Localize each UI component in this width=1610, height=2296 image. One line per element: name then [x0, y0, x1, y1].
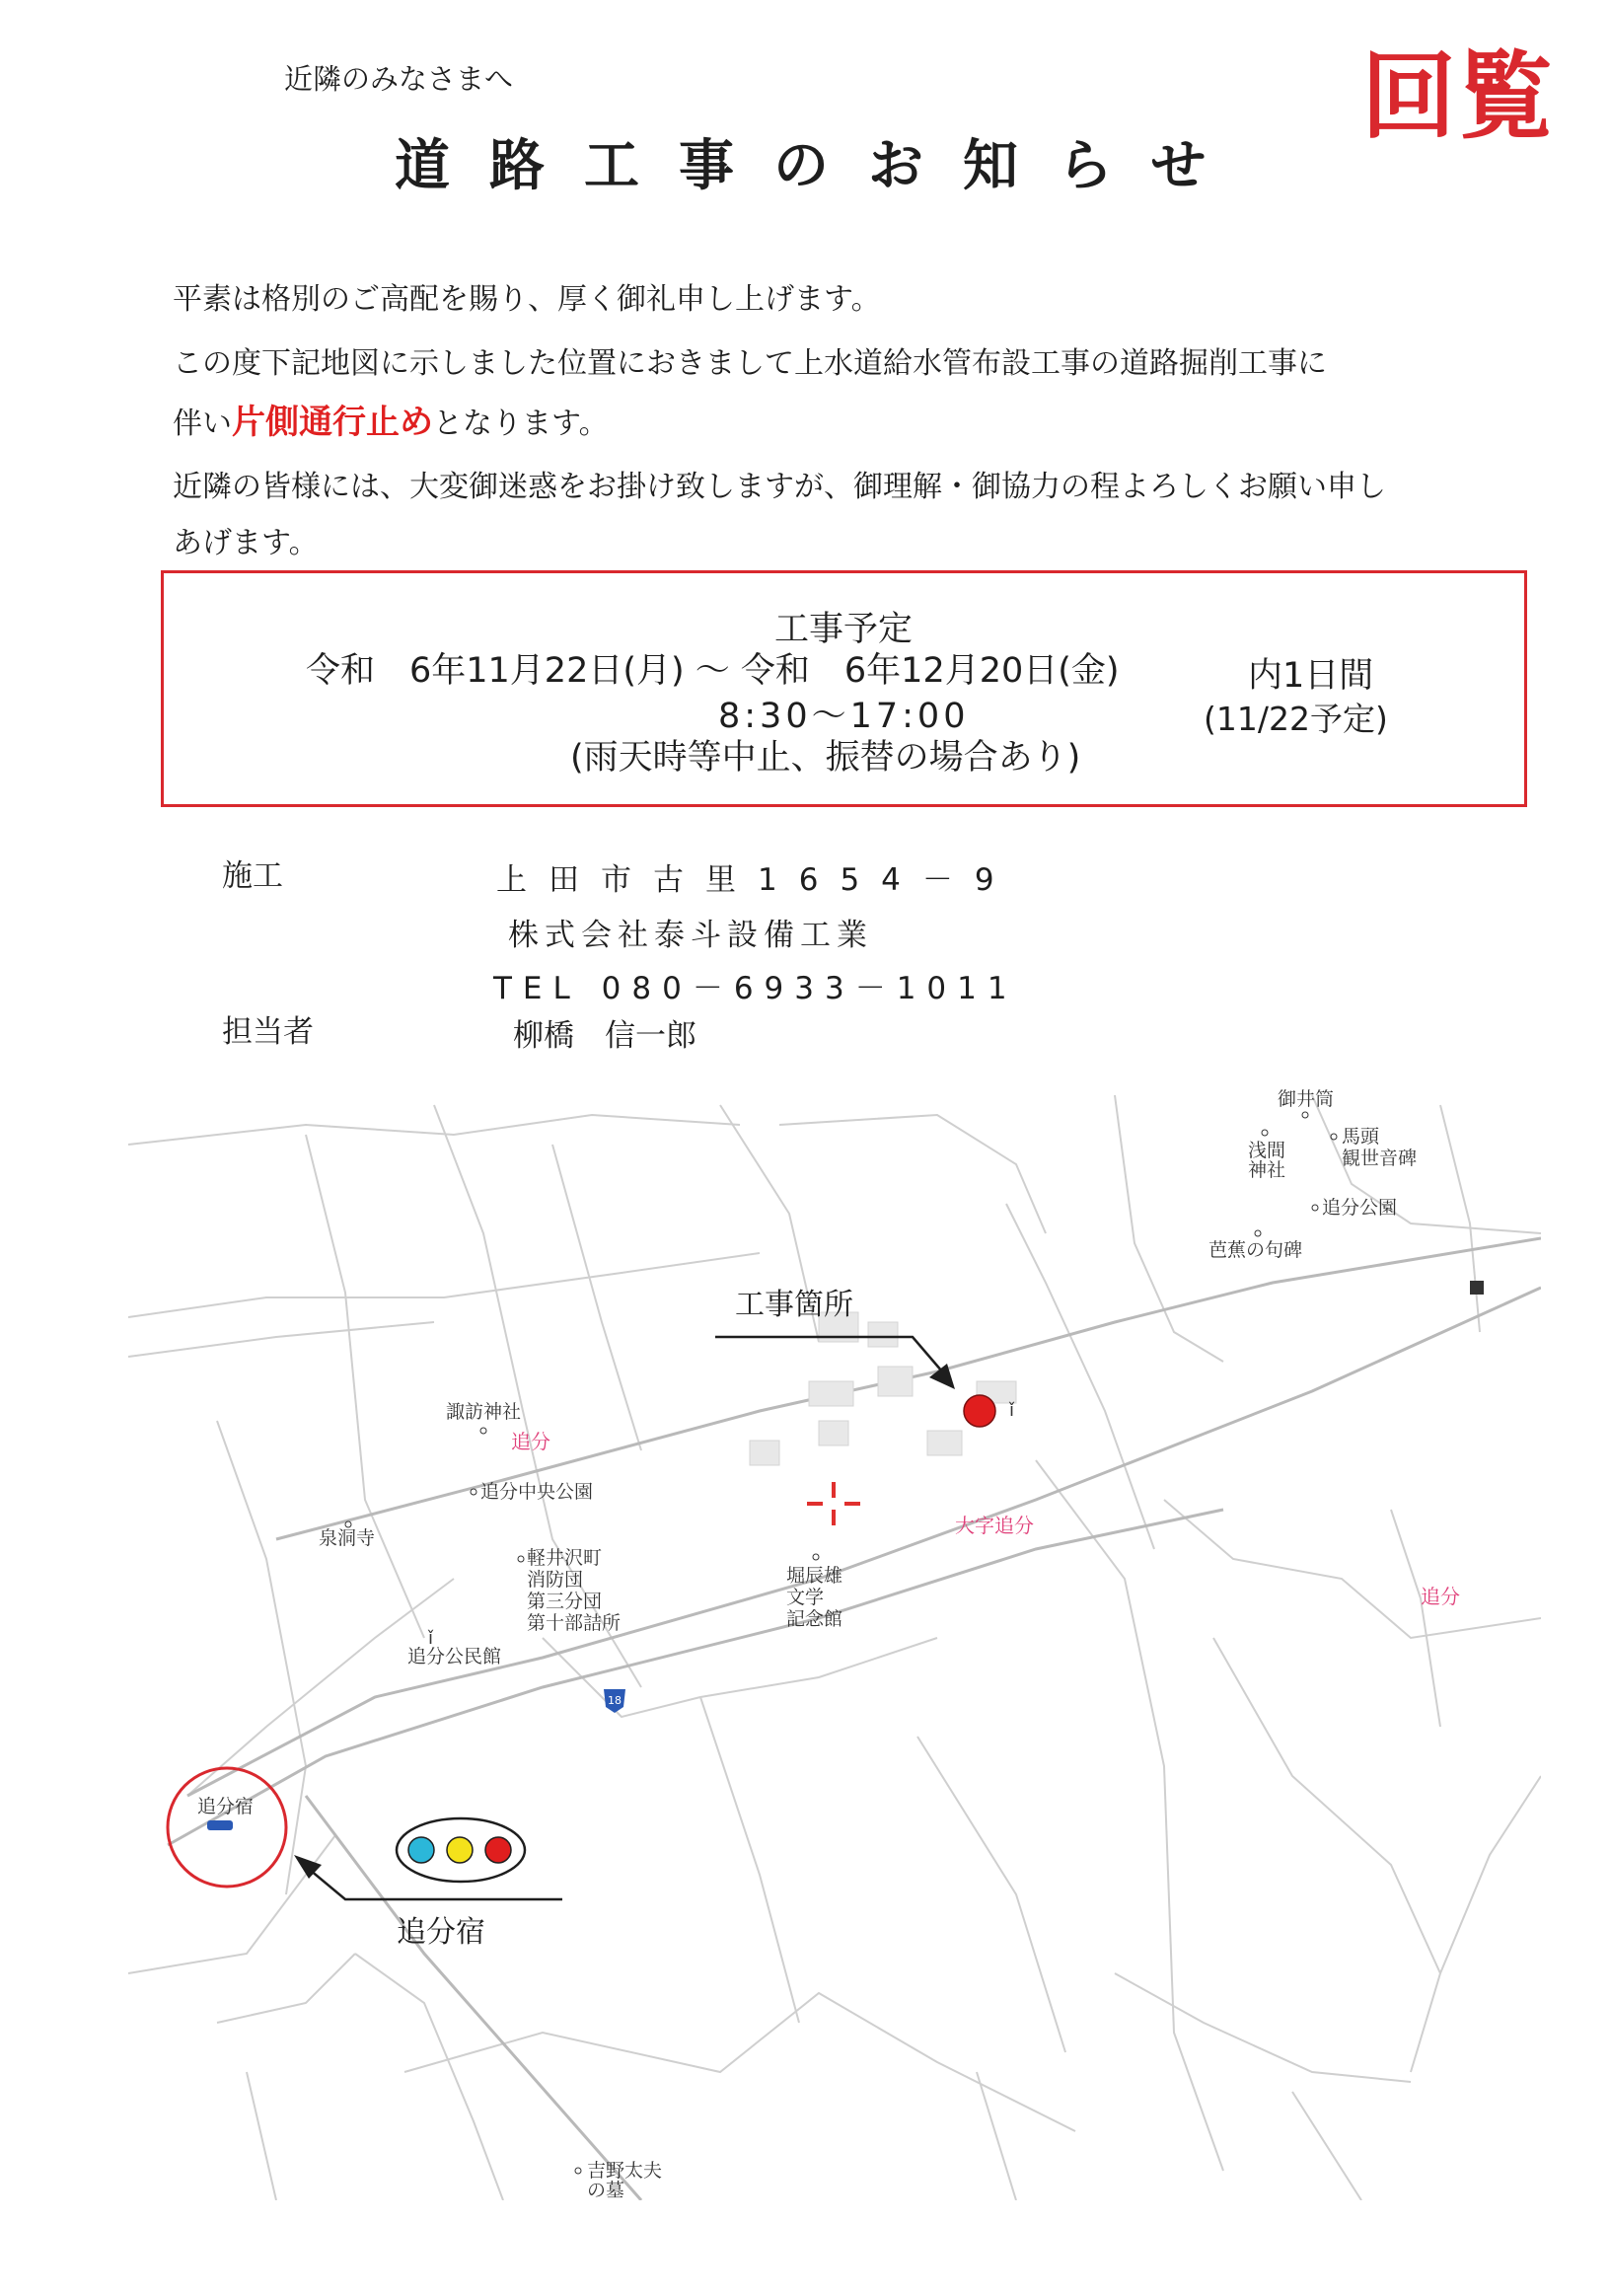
body-line-3-prefix: 伴い: [173, 407, 232, 441]
map-svg: [128, 1085, 1541, 2200]
person-label: 担当者: [222, 1014, 314, 1050]
svg-text:堀辰雄: 堀辰雄: [786, 1565, 843, 1587]
gas-station-icon: [1470, 1281, 1484, 1295]
label-park-east: 追分公園: [1322, 1197, 1398, 1219]
bus-stop-label: 追分宿: [197, 1796, 255, 1817]
circular-stamp: 回覧: [1361, 41, 1555, 152]
label-firehouse: [518, 1547, 621, 1634]
route-number: 18: [608, 1694, 622, 1707]
contractor-label: 施工: [222, 858, 283, 894]
body-line-5: あげます。: [173, 526, 319, 560]
poi-dot: [1302, 1112, 1308, 1118]
label-basho-monument: 芭蕉の句碑: [1208, 1239, 1303, 1261]
label-oiwake-pink: 追分: [511, 1430, 550, 1453]
label-suwa-shrine: 諏訪神社: [446, 1401, 522, 1423]
person-name: 柳橋 信一郎: [513, 1018, 696, 1054]
label-oiwake-east: 追分: [1421, 1585, 1460, 1608]
svg-text:第三分団: 第三分団: [527, 1591, 603, 1612]
schedule-heading: 工事予定: [774, 610, 914, 649]
contractor-tel: TEL 080－6933－1011: [493, 971, 1018, 1006]
traffic-light-icon: [397, 1818, 525, 1882]
svg-text:観世音碑: 観世音碑: [1342, 1148, 1418, 1169]
body-line-3-suffix: となります。: [433, 407, 609, 441]
label-sendoji: 泉洞寺: [319, 1527, 376, 1549]
location-map: [128, 1085, 1541, 2200]
schedule-days: 内1日間: [1248, 656, 1374, 696]
svg-text:吉野太夫: 吉野太夫: [587, 2160, 663, 2182]
greeting: 近隣のみなさまへ: [284, 62, 514, 96]
label-community-hall: 追分公民館: [407, 1646, 502, 1667]
label-hori-museum: [786, 1554, 842, 1630]
callout-oiwake-label: 追分宿: [397, 1915, 485, 1950]
schedule-planned: (11/22予定): [1204, 700, 1388, 738]
svg-text:軽井沢町: 軽井沢町: [527, 1547, 603, 1569]
poi-dot: [480, 1428, 486, 1434]
schedule-hours: 8:30～17:00: [718, 697, 970, 736]
contractor-company: 株式会社泰斗設備工業: [508, 918, 873, 953]
body-line-4: 近隣の皆様には、大変御迷惑をお掛け致しますが、御理解・御協力の程よろしくお願い申し: [173, 470, 1386, 504]
label-sengen-shrine: [1248, 1130, 1285, 1181]
poi-dot: [1255, 1230, 1261, 1236]
poi-dot: [471, 1489, 476, 1495]
label-oaza-oiwake: 大字追分: [955, 1514, 1034, 1537]
body-line-1: 平素は格別のご高配を賜り、厚く御礼申し上げます。: [173, 282, 881, 317]
poi-dot: [1312, 1205, 1318, 1211]
label-yoshino-tayu: [575, 2160, 662, 2200]
page-title: 道路工事のお知らせ: [395, 134, 1246, 198]
map-main-roads: [168, 1238, 1541, 2200]
waypoint-icon: ǐ: [1009, 1400, 1015, 1421]
label-top-cut: 御井筒: [1278, 1088, 1335, 1110]
waypoint-icon: ǐ: [428, 1628, 434, 1649]
svg-text:記念館: 記念館: [786, 1608, 843, 1630]
body-line-2: この度下記地図に示しました位置におきまして上水道給水管布設工事の道路掘削工事に: [173, 346, 1327, 381]
callout-site-label: 工事箇所: [735, 1288, 853, 1322]
body-line-3: [173, 395, 609, 443]
crosshair-icon: [807, 1482, 860, 1525]
schedule-note: (雨天時等中止、振替の場合あり): [570, 738, 1081, 778]
label-park-center: 追分中央公園: [480, 1481, 594, 1503]
svg-text:の墓: の墓: [587, 2180, 625, 2200]
svg-text:馬頭: 馬頭: [1342, 1126, 1380, 1148]
bus-icon: [207, 1820, 233, 1830]
map-blocks: [750, 1312, 1016, 1465]
contractor-address: 上田市古里1654－9: [496, 862, 1016, 898]
svg-text:神社: 神社: [1248, 1159, 1286, 1181]
label-bato-kannon: [1331, 1126, 1417, 1169]
svg-text:文学: 文学: [786, 1587, 825, 1608]
svg-text:浅間: 浅間: [1248, 1140, 1286, 1161]
map-roads: [128, 1095, 1541, 2200]
svg-text:消防団: 消防団: [527, 1569, 584, 1591]
closure-highlight: 片側通行止め: [232, 403, 433, 442]
svg-text:第十部詰所: 第十部詰所: [527, 1612, 622, 1634]
schedule-period: 令和 6年11月22日(月) ～ 令和 6年12月20日(金): [306, 651, 1120, 691]
construction-site-marker: [964, 1395, 995, 1427]
